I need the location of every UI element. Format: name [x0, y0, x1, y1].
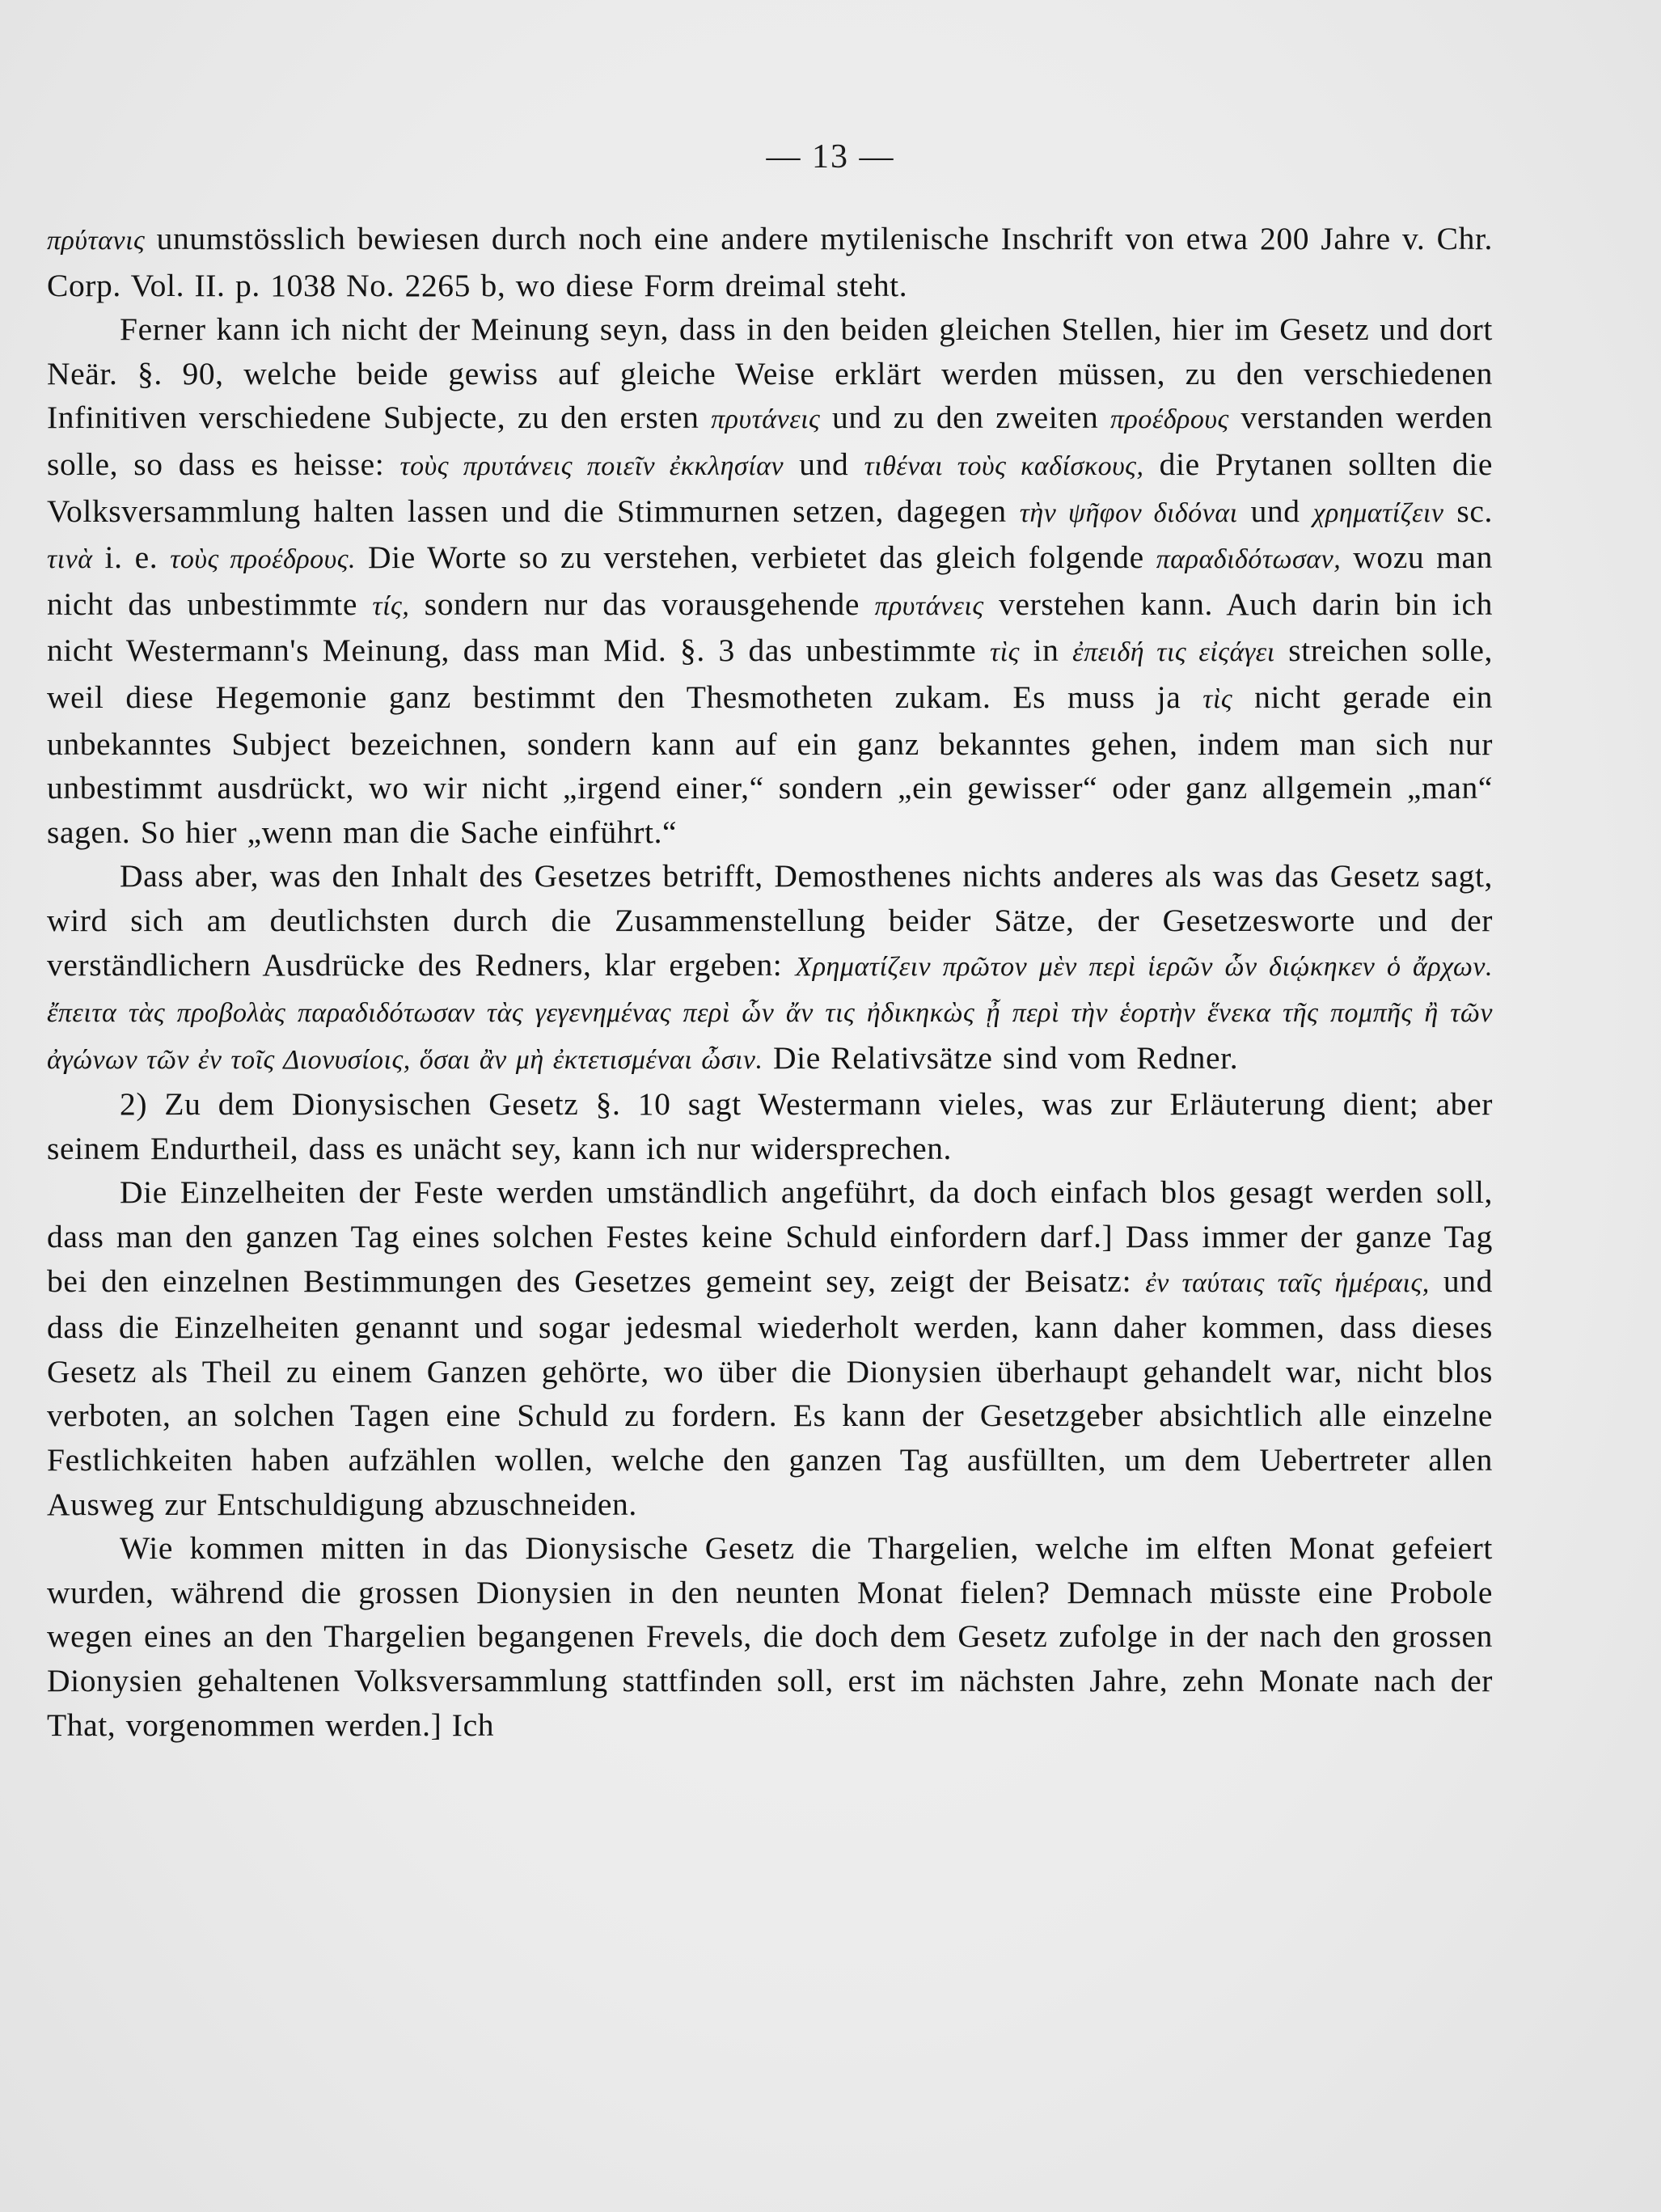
greek-text: Χρηματίζειν πρῶτον μὲν περὶ ἱερῶν ὧν διῴκηκεν ὁ ἄρχων. ἔπειτα τὰς προβολὰς παραδιδότωσαν τὰς γεγενημένας περὶ ὧν ἄν τις ἠδικηκὼς ᾖ περὶ τὴν ἑορτὴν ἕνεκα τῆς πομπῆς ἢ τῶν ἀγώνων τῶν ἐν τοῖς Διονυσίοις, ὅσαι ἂν μὴ ἐκτετισμέναι ὦσιν.	[47, 951, 1493, 1075]
greek-text: πρυτάνεις	[874, 590, 984, 621]
text-run: verstehen kann. Auch darin bin ich nicht Westermann's Meinung, dass man Mid. §. 3 das unbestimmte	[47, 586, 1493, 669]
greek-text: παραδιδότωσαν,	[1156, 544, 1342, 575]
text-run: Die Relativsätze sind vom Redner.	[763, 1039, 1239, 1076]
greek-text: τὶς	[1202, 683, 1233, 714]
greek-text: τοὺς προέδρους.	[170, 544, 357, 575]
text-run: und dass die Einzelheiten genannt und sogar jedesmal wiederholt werden, kann daher kommen, dass dieses Gesetz als Theil zu einem Ganzen gehörte, wo über die Dionysien überhaupt gehandelt war, nicht blos verboten, an solchen Tagen eine Schuld zu fordern. Es kann der Gesetzgeber absichtlich alle einzelne Festlichkeiten haben aufzählen wollen, welche den ganzen Tag ausfüllten, um dem Uebertreter allen Ausweg zur Entschuldigung abzuschneiden.	[47, 1262, 1493, 1522]
text-run: sc.	[1443, 493, 1493, 529]
paragraph	[47, 1082, 1493, 1170]
text-run: wozu man nicht das unbestimmte	[47, 539, 1493, 622]
greek-text: τινὰ	[47, 544, 93, 575]
text-run: 2) Zu dem Dionysischen Gesetz §. 10 sagt Westermann vieles, was zur Erläuterung dient; aber seinem Endurtheil, dass es unächt sey, kann ich nur widersprechen.	[47, 1086, 1493, 1166]
paragraph	[47, 1526, 1493, 1747]
text-run: und	[1237, 493, 1313, 529]
greek-text: προέδρους	[1109, 404, 1229, 435]
text-run: Die Einzelheiten der Feste werden umständlich angeführt, da doch einfach blos gesagt werden soll, dass man den ganzen Tag eines solchen Festes keine Schuld einfordern darf.] Dass immer der ganze Tag bei den einzelnen Bestimmungen des Gesetzes gemeint sey, zeigt der Beisatz:	[47, 1174, 1493, 1299]
text-run: sondern nur das vorausgehende	[409, 586, 875, 622]
text-run: Ferner kann ich nicht der Meinung seyn, dass in den beiden gleichen Stellen, hier im Gesetz und dort Neär. §. 90, welche beide gewiss auf gleiche Weise erklärt werden müssen, zu den verschiedenen Infinitiven verschiedene Subjecte, zu den ersten	[47, 311, 1493, 436]
greek-text: ἐν ταύταις ταῖς ἡμέραις,	[1145, 1267, 1430, 1298]
greek-text: τοὺς πρυτάνεις ποιεῖν ἐκκλησίαν	[399, 450, 784, 481]
text-run: Wie kommen mitten in das Dionysische Gesetz die Thargelien, welche im elften Monat gefeiert wurden, während die grossen Dionysien in den neunten Monat fielen? Demnach müsste eine Probole wegen eines an den Thargelien begangenen Frevels, die doch dem Gesetz zufolge in der nach den grossen Dionysien gehaltenen Volksversammlung stattfinden soll, erst im nächsten Jahre, zehn Monate nach der That, vorgenommen werden.] Ich	[47, 1530, 1493, 1743]
text-run: und zu den zweiten	[820, 400, 1110, 436]
greek-text: χρηματίζειν	[1312, 497, 1444, 528]
text-run: i. e.	[92, 539, 171, 576]
text-run: in	[1019, 632, 1073, 669]
text-run: nicht gerade ein unbekanntes Subject bezeichnen, sondern kann auf ein ganz bekanntes gehen, indem man sich nur unbestimmt ausdrückt, wo wir nicht „irgend einer,“ sondern „ein gewisser“ oder ganz allgemein „man“ sagen. So hier „wenn man die Sache einführt.“	[47, 679, 1493, 850]
text-run: Die Worte so zu verstehen, verbietet das gleich folgende	[356, 539, 1156, 576]
text-run: die Prytanen sollten die Volksversammlung halten lassen und die Stimmurnen setzen, dagegen	[47, 446, 1494, 529]
paragraph	[47, 1170, 1493, 1526]
body-text	[47, 217, 1493, 1747]
greek-text: ἐπειδή τις εἰςάγει	[1072, 637, 1275, 668]
paragraph	[47, 854, 1493, 1082]
text-run: streichen solle, weil diese Hegemonie ganz bestimmt den Thesmotheten zukam. Es muss ja	[47, 632, 1494, 715]
greek-text: τιθέναι τοὺς καδίσκους,	[864, 450, 1144, 481]
greek-text: τὴν ψῆφον διδόναι	[1019, 497, 1238, 528]
text-run: unumstösslich bewiesen durch noch eine andere mytilenische Inschrift von etwa 200 Jahre v. Chr. Corp. Vol. II. p. 1038 No. 2265 b, wo diese Form dreimal steht.	[47, 221, 1493, 303]
text-run: und	[784, 446, 864, 482]
text-run: verstanden werden solle, so dass es heisse:	[47, 400, 1494, 482]
text-run: Dass aber, was den Inhalt des Gesetzes betrifft, Demosthenes nichts anderes als was das Gesetz sagt, wird sich am deutlichsten durch die Zusammenstellung beider Sätze, der Gesetzesworte und der verständlichern Ausdrücke des Redners, klar ergeben:	[47, 858, 1493, 983]
greek-text: τὶς	[989, 637, 1020, 668]
greek-text: πρυτάνεις	[711, 404, 821, 435]
paragraph	[47, 307, 1493, 854]
greek-text: πρύτανις	[47, 226, 146, 256]
paragraph	[47, 217, 1493, 307]
page-number: — 13 —	[766, 138, 895, 176]
greek-text: τίς,	[372, 590, 410, 621]
